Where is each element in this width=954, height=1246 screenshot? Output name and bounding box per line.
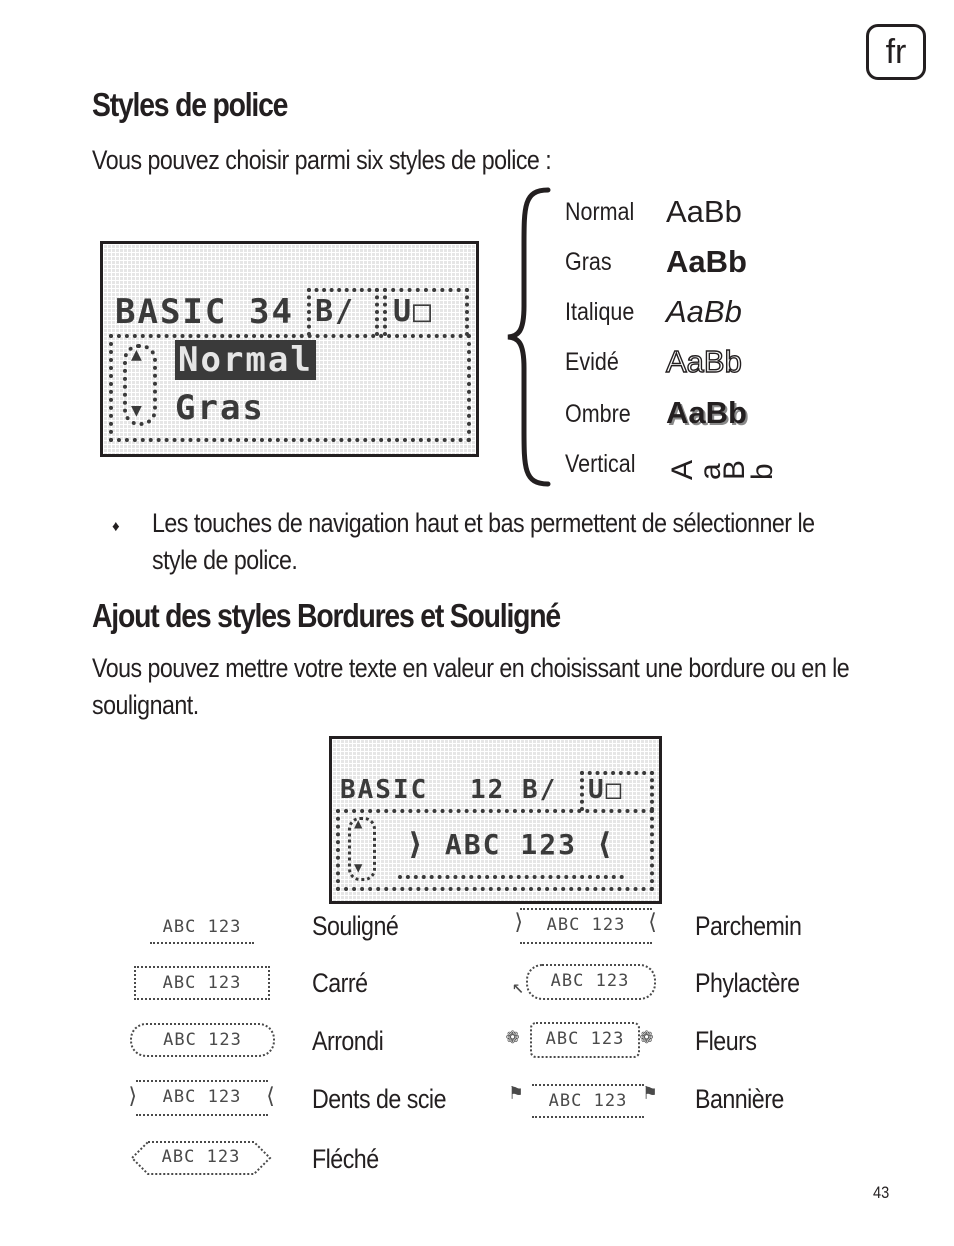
lcd2-tab-border: U□ — [580, 771, 654, 811]
lcd-list-box — [109, 334, 471, 442]
sample-shadow: AaBb — [666, 395, 747, 430]
style-name-shadow: Ombre — [565, 400, 631, 428]
border-label-zigzag: Dents de scie — [312, 1084, 446, 1114]
language-badge: fr — [866, 24, 926, 80]
style-name-outline: Evidé — [565, 348, 619, 376]
lcd2-tab-font: B/ — [522, 775, 558, 805]
navigation-note: Les touches de navigation haut et bas permettent de sélectionner le style de police. — [152, 508, 815, 575]
border-label-speech-bubble: Phylactère — [695, 968, 800, 998]
scroll-arrows-icon: ▲ ▼ — [123, 344, 157, 426]
border-label-square: Carré — [312, 968, 368, 998]
page-number: 43 — [873, 1183, 890, 1202]
scroll-arrows-icon-2: ▲ ▼ — [348, 817, 376, 881]
border-label-rounded: Arrondi — [312, 1026, 384, 1056]
swatch-speech-bubble: ↖ ABC 123 — [512, 964, 658, 1002]
swatch-flowers: ❁ ❁ ABC 123 — [506, 1022, 664, 1060]
lcd-tab-border: U□ — [383, 288, 469, 336]
borders-intro: Vous pouvez mettre votre texte en valeur en choisissant une bordure ou en le soulignant. — [92, 653, 850, 720]
border-label-arrow: Fléché — [312, 1144, 379, 1174]
brace-icon — [504, 186, 554, 488]
sample-outline: AaBb — [666, 344, 742, 379]
swatch-scroll: ⟩ ⟨ ABC 123 — [512, 904, 660, 946]
sample-bold: AaBb — [666, 244, 747, 279]
border-label-flowers: Fleurs — [695, 1026, 757, 1056]
lcd-screen-border-style — [329, 736, 662, 904]
border-label-banner: Bannière — [695, 1084, 784, 1114]
section-title-borders: Ajout des styles Bordures et Souligné — [92, 597, 560, 634]
border-label-underline: Souligné — [312, 911, 399, 941]
banner-flag-left-icon: ⚑ — [510, 1080, 523, 1104]
swatch-banner: ⚑ ⚑ ABC 123 — [510, 1080, 664, 1120]
swatch-underline: ABC 123 — [150, 912, 254, 944]
lcd-status-number: 34 — [249, 292, 294, 332]
style-name-italic: Italique — [565, 298, 635, 326]
swatch-square: ABC 123 — [134, 966, 270, 1000]
flower-icon-right: ❁ — [640, 1024, 654, 1049]
border-label-scroll: Parchemin — [695, 911, 802, 941]
lcd2-status-number: 12 — [470, 775, 506, 805]
lcd2-border-preview: ⟩ ABC 123 ⟨ — [398, 815, 624, 879]
font-styles-intro: Vous pouvez choisir parmi six styles de police : — [92, 145, 552, 175]
sample-vertical: A a B b — [666, 459, 779, 480]
style-name-normal: Normal — [565, 198, 635, 226]
lcd-selected-item: Normal — [175, 340, 316, 380]
swatch-zigzag: ⟩ ⟨ ABC 123 — [126, 1080, 278, 1118]
lcd-screen-font-style — [100, 241, 479, 457]
banner-flag-right-icon: ⚑ — [644, 1080, 657, 1104]
lcd-tab-font: B/ — [307, 288, 379, 336]
section-title-font-styles: Styles de police — [92, 86, 288, 123]
sample-normal: AaBb — [666, 194, 742, 229]
lcd2-content-box — [336, 809, 654, 891]
swatch-arrow: ABC 123 — [130, 1140, 272, 1176]
swatch-rounded: ABC 123 — [130, 1023, 275, 1057]
flower-icon-left: ❁ — [506, 1024, 520, 1049]
lcd2-status-label: BASIC — [340, 775, 429, 805]
style-name-vertical: Vertical — [565, 450, 636, 478]
lcd-status-label: BASIC — [115, 292, 228, 332]
style-name-bold: Gras — [565, 248, 612, 276]
sample-italic: AaBb — [666, 294, 742, 329]
lcd-next-item: Gras — [175, 388, 265, 428]
bullet-icon: ♦ — [112, 518, 120, 535]
